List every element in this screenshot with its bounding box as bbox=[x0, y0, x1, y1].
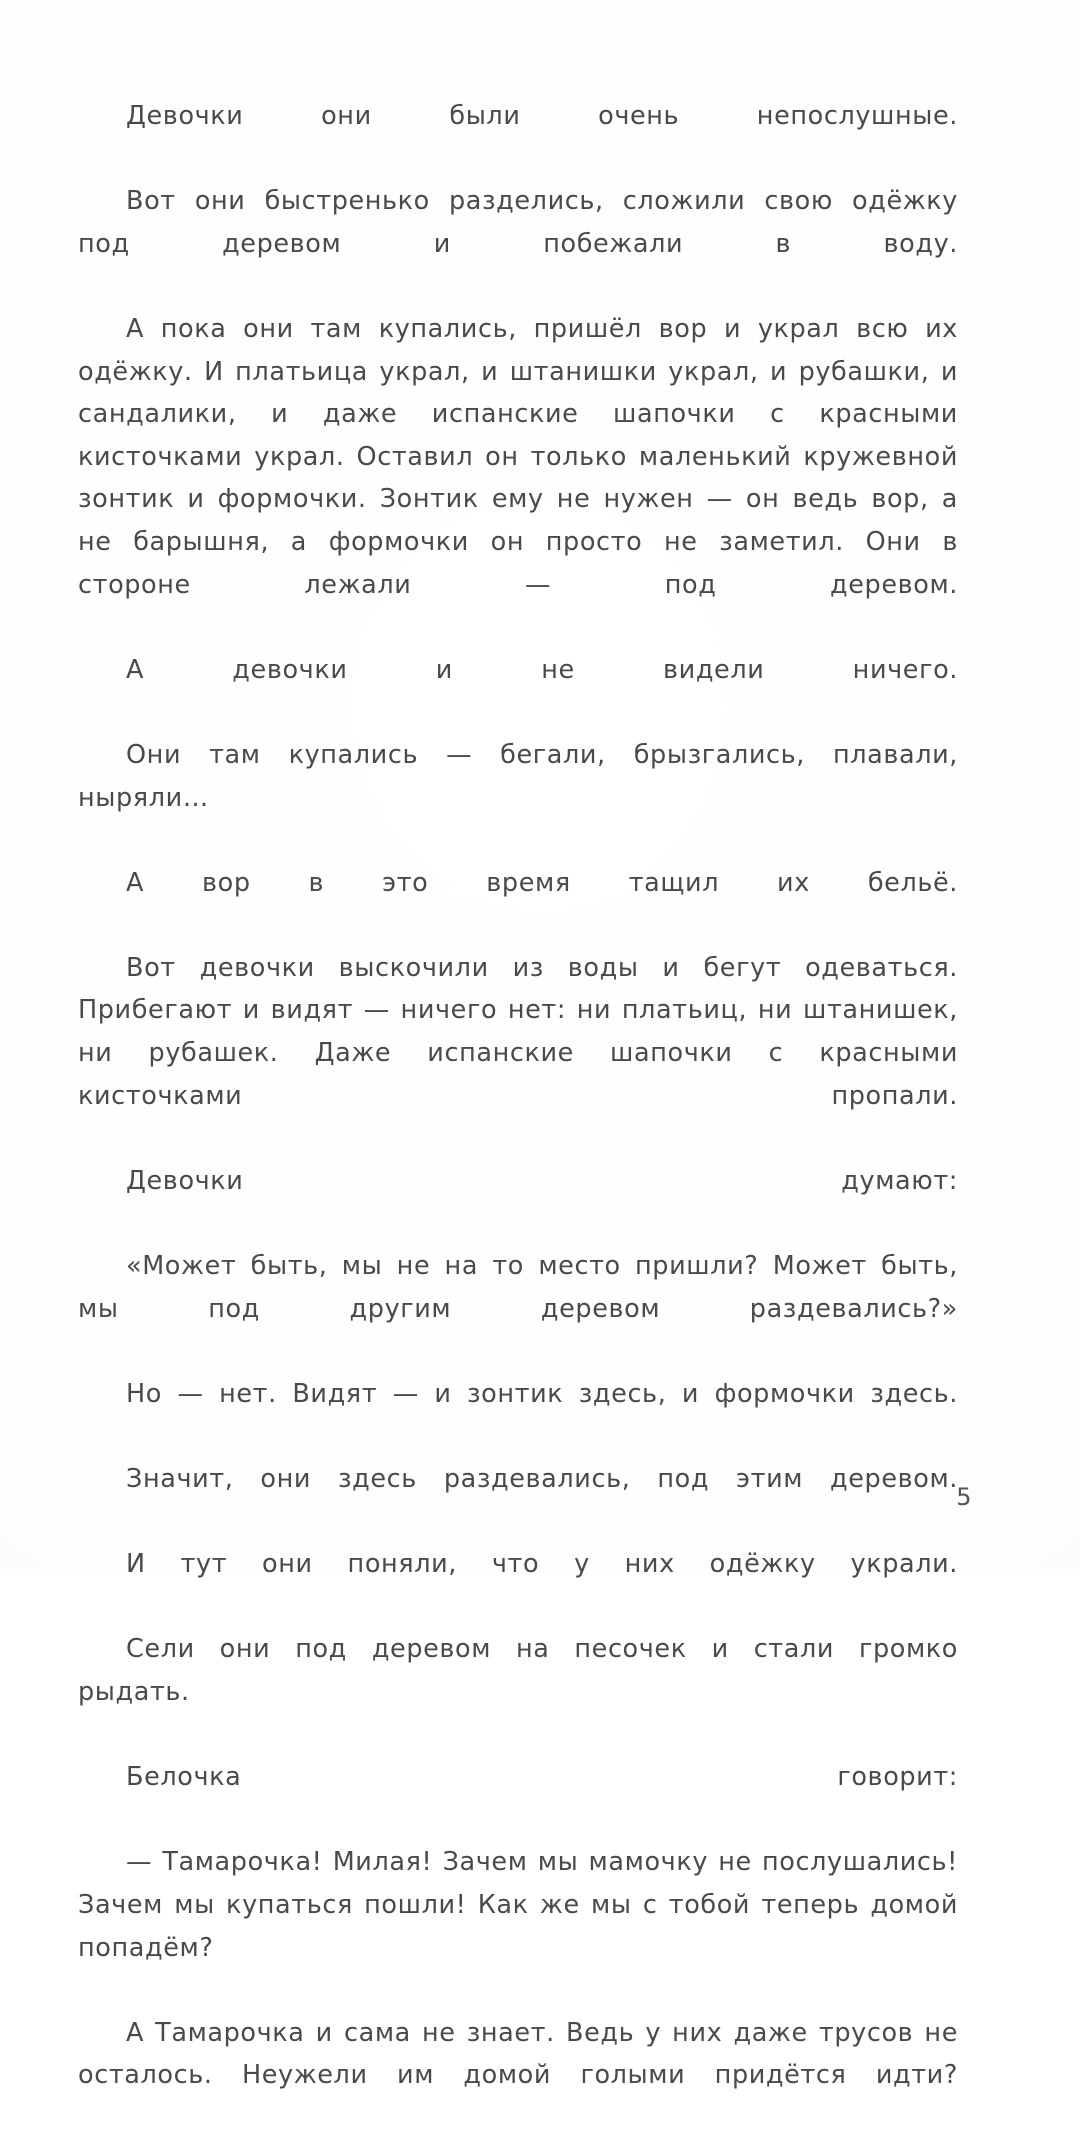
page-number: 5 bbox=[956, 1483, 972, 1511]
paragraph: — Тамарочка! Милая! Зачем мы мамочку не послушались! Зачем мы купаться пошли! Как же мы с тобой теперь домой попадём? bbox=[78, 1847, 958, 1963]
paragraph: И тут они поняли, что у них одёжку украли. bbox=[126, 1549, 958, 1580]
paragraph: Вот они быстренько разделись, сложили свою одёжку под деревом и побежали в воду. bbox=[78, 186, 958, 259]
paragraph: А девочки и не видели ничего. bbox=[126, 654, 958, 685]
paragraph: Девочки думают: bbox=[126, 1165, 958, 1196]
paragraph: Но — нет. Видят — и зонтик здесь, и формочки здесь. bbox=[126, 1378, 958, 1409]
paragraph: А вор в это время тащил их бельё. bbox=[126, 867, 958, 898]
paragraph: А Тамарочка и сама не знает. Ведь у них даже трусов не осталось. Неужели им домой голыми придётся идти? bbox=[78, 2017, 958, 2091]
paragraph: Вот девочки выскочили из воды и бегут одеваться. Прибегают и видят — ничего нет: ни платьиц, ни штанишек, ни рубашек. Даже испанские шапочки с красными кисточками пропали. bbox=[78, 952, 958, 1111]
page-text-column bbox=[78, 95, 958, 2140]
paragraph: Белочка говорит: bbox=[126, 1762, 958, 1793]
paragraph: Они там купались — бегали, брызгались, плавали, ныряли… bbox=[78, 739, 958, 813]
paragraph: Сели они под деревом на песочек и стали громко рыдать. bbox=[78, 1634, 958, 1707]
paragraph: Девочки они были очень непослушные. bbox=[126, 101, 958, 131]
paragraph: А пока они там купались, пришёл вор и украл всю их одёжку. И платьица украл, и штанишки украл, и рубашки, и сандалики, и даже испанские шапочки с красными кисточками украл. Оставил он только маленький кружевной зонтик и формочки. Зонтик ему не нужен — он ведь вор, а не барышня, а формочки он просто не заметил. Они в стороне лежали — под деревом. bbox=[78, 313, 958, 600]
paragraph: Значит, они здесь раздевались, под этим деревом. bbox=[126, 1464, 958, 1494]
paragraph: «Может быть, мы не на то место пришли? Может быть, мы под другим деревом раздевались?» bbox=[78, 1251, 958, 1324]
